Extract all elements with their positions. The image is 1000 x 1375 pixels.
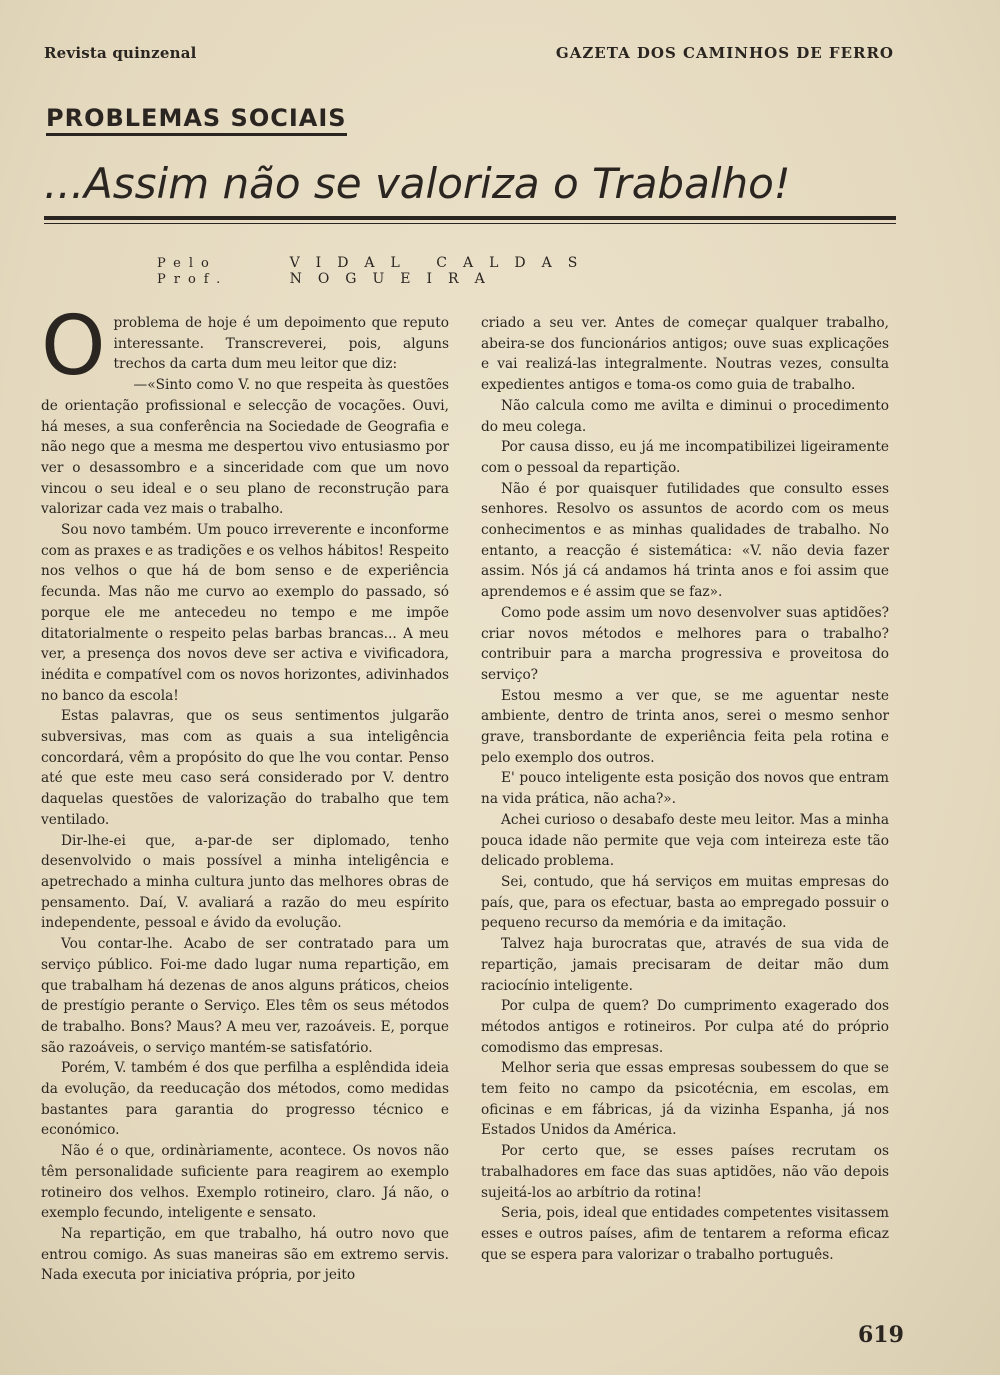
paragraph: Porém, V. também é dos que perfilha a esplêndida ideia da evolução, da reeducação dos métodos, como medidas bastantes para garantia do progresso técnico e económico. bbox=[41, 1060, 449, 1139]
running-header-right: GAZETA DOS CAMINHOS DE FERRO bbox=[555, 44, 894, 62]
left-column bbox=[41, 299, 449, 1286]
article-title: ...Assim não se valoriza o Trabalho! bbox=[44, 159, 791, 208]
paragraph: Não é o que, ordinàriamente, acontece. Os novos não têm personalidade suficiente para reagirem ao exemplo rotineiro dos velhos. Exemplo rotineiro, claro. Já não, o exemplo fecundo, inteligente e sensato. bbox=[41, 1143, 449, 1222]
paragraph: Por causa disso, eu já me incompatibilizei ligeiramente com o pessoal da repartição. bbox=[481, 439, 889, 476]
paragraph: Não é por quaisquer futilidades que consulto esses senhores. Resolvo os assuntos de acordo com os meus conhecimentos e as minhas qualidades de trabalho. No entanto, a reacção é sistemática: «V. não devia fazer assim. Nós já cá andamos há trinta anos e foi assim que aprendemos e é assim que se faz». bbox=[481, 480, 889, 601]
title-rule-thick bbox=[44, 216, 896, 220]
paragraph: Estas palavras, que os seus sentimentos julgarão subversivas, mas com as quais a sua inteligência concordará, vêm a propósito do que lhe vou contar. Penso até que este meu caso será considerado por V. dentro daquelas questões de valorização do trabalho que tem ventilado. bbox=[41, 708, 449, 828]
paragraph: Por culpa de quem? Do cumprimento exagerado dos métodos antigos e rotineiros. Por culpa até do próprio comodismo das empresas. bbox=[481, 998, 889, 1056]
paragraph: Achei curioso o desabafo deste meu leitor. Mas a minha pouca idade não permite que veja com inteireza este tão delicado problema. bbox=[481, 811, 889, 870]
paragraph: Não calcula como me avilta e diminui o procedimento do meu colega. bbox=[481, 397, 889, 435]
drop-cap: O bbox=[41, 299, 106, 394]
paragraph: Como pode assim um novo desenvolver suas aptidões? criar novos métodos e melhores para o trabalho? contribuir para a marcha progressiva e proveitosa do serviço? bbox=[481, 604, 889, 683]
paragraph: Na repartição, em que trabalho, há outro novo que entrou comigo. As suas maneiras são em extremo servis. Nada executa por iniciativa própria, por jeito bbox=[41, 1225, 449, 1284]
paragraph: Estou mesmo a ver que, se me aguentar neste ambiente, dentro de trinta anos, serei o mesmo senhor grave, transbordante de experiência feita pela rotina e pelo exemplo dos outros. bbox=[481, 687, 889, 766]
title-rule-thin bbox=[44, 223, 896, 224]
byline-author: VIDAL CALDAS NOGUEIRA bbox=[289, 255, 594, 287]
paragraph: Seria, pois, ideal que entidades competentes visitassem esses e outros países, afim de tentarem a reforma eficaz que se espera para valorizar o trabalho português. bbox=[481, 1205, 889, 1263]
section-heading: PROBLEMAS SOCIAIS bbox=[46, 104, 347, 136]
paragraph: Vou contar-lhe. Acabo de ser contratado para um serviço público. Foi-me dado lugar numa repartição, em que trabalham há dezenas de anos alguns práticos, cheios de prestígio perante o Serviço. Eles têm os seus métodos de trabalho. Bons? Maus? A meu ver, razoáveis. E, porque são razoáveis, o serviço mantém-se satisfatório. bbox=[41, 936, 449, 1056]
paragraph: E' pouco inteligente esta posição dos novos que entram na vida prática, não acha?». bbox=[481, 770, 889, 808]
paragraph: Dir-lhe-ei que, a-par-de ser diplomado, tenho desenvolvido o mais possível a minha inteligência e apetrechado a minha cultura junto das melhores obras de pensamento. Daí, V. avaliará a razão do meu espírito independente, pessoal e ávido da evolução. bbox=[41, 832, 449, 932]
paragraph: Sei, contudo, que há serviços em muitas empresas do país, que, para os efectuar, basta ao empregado possuir o pequeno recurso da memória e da imitação. bbox=[481, 873, 889, 932]
paragraph: Oproblema de hoje é um depoimento que reputo interessante. Transcreverei, pois, alguns trechos da carta dum meu leitor que diz: bbox=[41, 299, 449, 394]
byline-prefix: Pelo Prof. bbox=[157, 256, 229, 287]
paragraph: Sou novo também. Um pouco irreverente e inconforme com as praxes e as tradições e os velhos hábitos! Respeito nos velhos o que há de bom senso e de experiência fecunda. Mas não me curvo ao exemplo do passado, só porque ele me antecedeu no tempo e me impõe ditatorialmente o respeito pelas barbas brancas... A meu ver, a presença dos novos deve ser activa e vivificadora, inédita e compatível com os novos horizontes, adivinhados no banco da escola! bbox=[41, 522, 449, 704]
page-number: 619 bbox=[858, 1322, 904, 1348]
right-column bbox=[481, 313, 889, 1265]
paragraph: Por certo que, se esses países recrutam os trabalhadores em face das suas aptidões, não vão depois sujeitá-los ao arbítrio da rotina! bbox=[481, 1143, 889, 1201]
byline bbox=[157, 255, 785, 288]
paragraph: —«Sinto como V. no que respeita às questões de orientação profissional e selecção de vocações. Ouvi, há meses, a sua conferência na Sociedade de Geografia e não nego que a mesma me despertou vivo entusiasmo por ver o desassombro e a sinceridade com que um novo vincou o seu ideal e o seu plano de reconstrução para valorizar cada vez mais o trabalho. bbox=[41, 377, 449, 518]
running-header-left: Revista quinzenal bbox=[44, 44, 197, 62]
paragraph: Melhor seria que essas empresas soubessem do que se tem feito no campo da psicotécnia, em escolas, em oficinas e em fábricas, já da vizinha Espanha, já nos Estados Unidos da América. bbox=[481, 1060, 889, 1139]
paragraph: Talvez haja burocratas que, através de sua vida de repartição, jamais precisaram de deitar mão dum raciocínio inteligente. bbox=[481, 936, 889, 994]
paragraph: criado a seu ver. Antes de começar qualquer trabalho, abeira-se dos funcionários antigos; ouve suas explicações e vai realizá-las integralmente. Noutras vezes, consulta expedientes antigos e toma-os como guia de trabalho. bbox=[481, 315, 889, 394]
